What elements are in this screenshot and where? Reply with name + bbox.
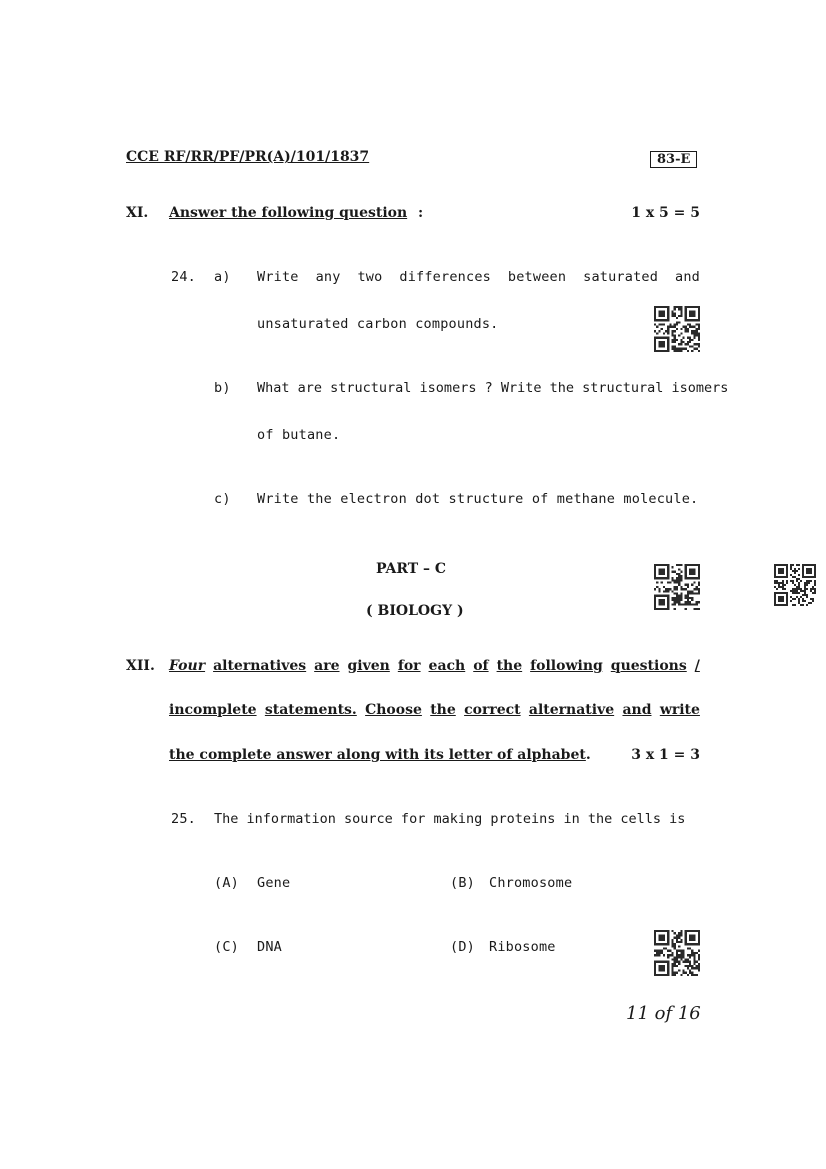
qr-code-icon <box>654 564 700 610</box>
option-d-text: Ribosome <box>489 939 556 955</box>
section-xii-line3 <box>169 747 591 763</box>
page-number: 11 of 16 <box>626 1003 701 1024</box>
qr-code-icon <box>654 930 700 976</box>
word: incomplete <box>169 702 257 718</box>
section-xii-line3-text: the complete answer along with its letter of alphabet <box>169 747 586 763</box>
word: the <box>496 658 523 674</box>
section-xii-number: XII. <box>126 658 155 674</box>
option-b-label: (B) <box>450 875 475 891</box>
question-25-number: 25. <box>171 811 196 827</box>
part-c-subtitle: ( BIOLOGY ) <box>366 603 464 619</box>
word: two <box>357 269 383 285</box>
word: Write <box>257 269 299 285</box>
section-xii-line2 <box>169 702 700 718</box>
section-xii-line3-period: . <box>585 747 591 763</box>
word: between <box>507 269 567 285</box>
word: questions <box>610 658 687 674</box>
section-xi-number: XI. <box>126 205 149 221</box>
q24-a-line1 <box>257 269 700 285</box>
section-xi-title: Answer the following question <box>169 205 408 221</box>
option-c-label: (C) <box>214 939 239 955</box>
word: and <box>675 269 700 285</box>
word: / <box>694 658 700 674</box>
word: any <box>315 269 341 285</box>
question-24-number: 24. <box>171 269 196 285</box>
q24-a-label: a) <box>214 269 231 285</box>
option-a-text: Gene <box>257 875 291 891</box>
word: differences <box>399 269 491 285</box>
qr-code-icon <box>654 306 700 352</box>
word: given <box>347 658 390 674</box>
q24-c-label: c) <box>214 491 231 507</box>
word: and <box>622 702 652 718</box>
question-25-text: The information source for making proteins in the cells is <box>214 811 686 827</box>
q24-b-label: b) <box>214 380 231 396</box>
option-b-text: Chromosome <box>489 875 573 891</box>
word: of <box>473 658 489 674</box>
word: write <box>659 702 700 718</box>
section-xii-line1 <box>169 658 700 674</box>
q24-a-line2: unsaturated carbon compounds. <box>257 316 499 332</box>
option-d-label: (D) <box>450 939 475 955</box>
word: each <box>428 658 466 674</box>
word: saturated <box>583 269 659 285</box>
exam-code: CCE RF/RR/PF/PR(A)/101/1837 <box>126 149 370 165</box>
part-c-title: PART – C <box>376 561 447 577</box>
section-xi-marks: 1 x 5 = 5 <box>631 205 700 221</box>
word: alternative <box>528 702 615 718</box>
option-a-label: (A) <box>214 875 239 891</box>
word: following <box>530 658 603 674</box>
word: alternatives <box>213 658 307 674</box>
word: the <box>430 702 456 718</box>
section-xii-marks: 3 x 1 = 3 <box>631 747 700 763</box>
emphasis-word: Four <box>169 658 206 674</box>
section-xi-colon: : <box>418 205 424 221</box>
q24-b-line2: of butane. <box>257 427 341 443</box>
q24-c-line1: Write the electron dot structure of methane molecule. <box>257 491 699 507</box>
paper-code-box: 83-E <box>650 151 697 168</box>
section-xi-heading <box>169 205 423 221</box>
word: correct <box>464 702 521 718</box>
qr-code-icon <box>774 564 816 606</box>
word: statements. <box>264 702 357 718</box>
option-c-text: DNA <box>257 939 282 955</box>
word: Choose <box>365 702 422 718</box>
word: are <box>314 658 340 674</box>
q24-b-line1: What are structural isomers ? Write the structural isomers <box>257 380 729 396</box>
word: for <box>397 658 421 674</box>
